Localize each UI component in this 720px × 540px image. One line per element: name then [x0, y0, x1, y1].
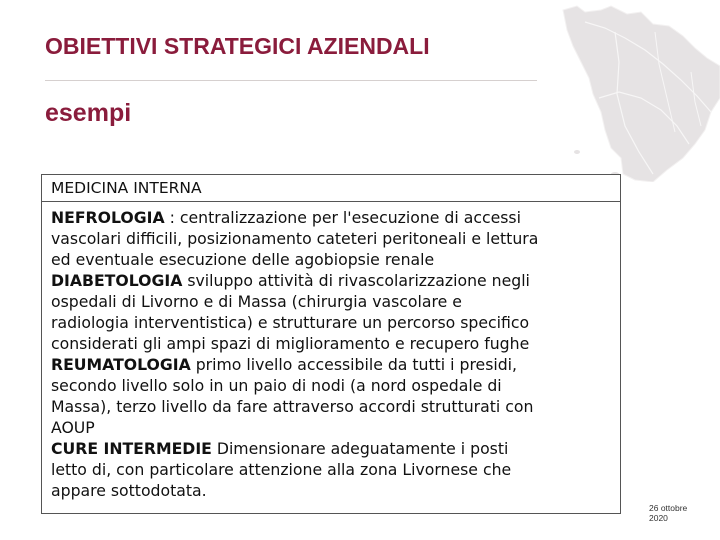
- line-text: Dimensionare adeguatamente i posti: [211, 439, 509, 458]
- line-text: radiologia interventistica) e strutturare un percorso specifico: [51, 313, 530, 332]
- body-line: [51, 291, 616, 312]
- body-line: [51, 438, 616, 459]
- body-line: [51, 354, 616, 375]
- line-text: vascolari difficili, posizionamento cateteri peritoneali e lettura: [51, 229, 539, 248]
- box-body: [42, 202, 620, 501]
- body-line: [51, 228, 616, 249]
- footer-date: [649, 503, 687, 523]
- date-line: 26 ottobre: [649, 503, 688, 513]
- line-text: secondo livello solo in un paio di nodi (a nord ospedale di: [51, 376, 502, 395]
- date-year: 2020: [649, 513, 668, 523]
- body-line: [51, 396, 616, 417]
- line-text: AOUP: [51, 418, 95, 437]
- line-text: considerati gli ampi spazi di miglioramento e recupero fughe: [51, 334, 530, 353]
- page-subtitle: esempi: [45, 99, 132, 127]
- line-text: ed eventuale esecuzione delle agobiopsie renale: [51, 250, 435, 269]
- line-label: REUMATOLOGIA: [51, 355, 191, 374]
- line-text: appare sottodotata.: [51, 481, 207, 500]
- title-divider: [45, 80, 537, 81]
- body-line: [51, 207, 616, 228]
- body-line: [51, 333, 616, 354]
- tuscany-map-icon: [555, 2, 720, 182]
- line-text: letto di, con particolare attenzione alla zona Livornese che: [51, 460, 512, 479]
- body-line: [51, 417, 616, 438]
- body-line: [51, 312, 616, 333]
- body-line: [51, 459, 616, 480]
- body-line: [51, 270, 616, 291]
- body-line: [51, 375, 616, 396]
- line-label: NEFROLOGIA: [51, 208, 165, 227]
- page-title: OBIETTIVI STRATEGICI AZIENDALI: [45, 33, 430, 59]
- body-line: [51, 249, 616, 270]
- line-label: DIABETOLOGIA: [51, 271, 183, 290]
- line-text: sviluppo attività di rivascolarizzazione negli: [182, 271, 530, 290]
- line-text: primo livello accessibile da tutti i presidi,: [190, 355, 518, 374]
- body-line: [51, 480, 616, 501]
- line-text: : centralizzazione per l'esecuzione di accessi: [164, 208, 521, 227]
- line-text: Massa), terzo livello da fare attraverso accordi strutturati con: [51, 397, 534, 416]
- content-box: [41, 174, 621, 514]
- box-heading: MEDICINA INTERNA: [42, 175, 620, 202]
- line-text: ospedali di Livorno e di Massa (chirurgia vascolare e: [51, 292, 462, 311]
- line-label: CURE INTERMEDIE: [51, 439, 212, 458]
